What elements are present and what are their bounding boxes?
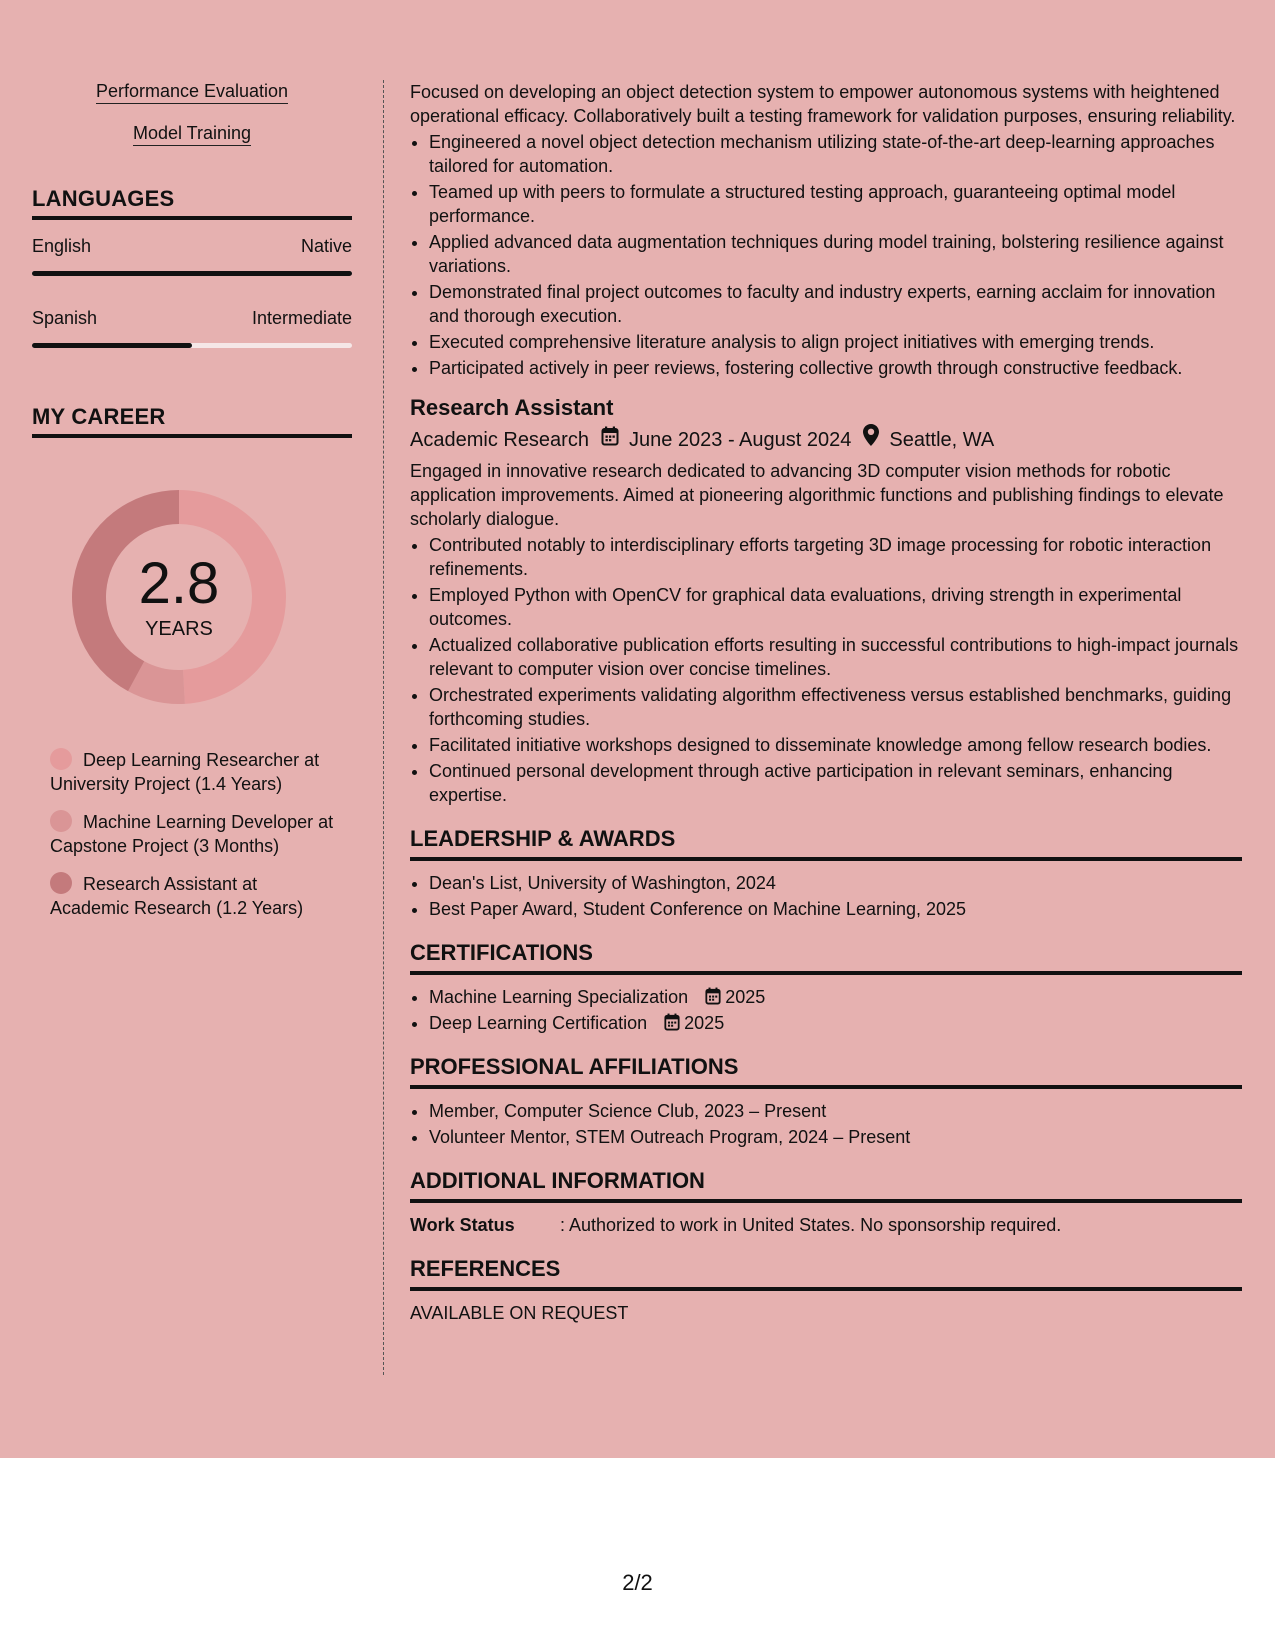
right-column bbox=[410, 80, 1242, 1325]
language-name: Spanish bbox=[32, 308, 98, 328]
skill-item bbox=[32, 122, 352, 144]
job-meta bbox=[410, 424, 1242, 455]
location-pin-icon bbox=[863, 424, 879, 455]
job-summary: Engaged in innovative research dedicated to advancing 3D computer vision methods for robotic application improvements. Aimed at pioneering algorithmic functions and publishing findings to elevate scholarly dialogue. bbox=[410, 461, 1224, 529]
career-legend bbox=[50, 748, 335, 920]
work-status-row bbox=[410, 1213, 1242, 1237]
list-item: • Facilitated initiative workshops designed to disseminate knowledge among fellow research bodies. bbox=[429, 733, 1242, 757]
list-item: • Applied advanced data augmentation techniques during model training, bolstering resilience against variations. bbox=[429, 230, 1242, 278]
career-donut-chart bbox=[64, 482, 294, 712]
job-title: Research Assistant bbox=[410, 395, 614, 420]
language-proficiency-fill bbox=[32, 343, 192, 348]
affiliations-list bbox=[410, 1099, 1242, 1149]
legend-swatch bbox=[50, 872, 72, 894]
legend-label: Research Assistant at Academic Research (1.2 Years) bbox=[50, 874, 304, 918]
language-level: Intermediate bbox=[251, 308, 352, 328]
work-status-label: Work Status bbox=[410, 1215, 515, 1235]
legend-item bbox=[50, 872, 335, 920]
certifications-heading: CERTIFICATIONS bbox=[410, 939, 1242, 975]
legend-item bbox=[50, 810, 335, 858]
skill-label: Model Training bbox=[133, 123, 251, 146]
languages-heading: LANGUAGES bbox=[32, 186, 352, 220]
additional-info-heading: ADDITIONAL INFORMATION bbox=[410, 1167, 1242, 1203]
list-item: • Member, Computer Science Club, 2023 – Present bbox=[429, 1099, 1242, 1123]
column-divider bbox=[383, 80, 384, 1375]
project-bullets bbox=[410, 130, 1242, 380]
calendar-icon bbox=[601, 425, 619, 455]
certification-item bbox=[429, 1011, 1242, 1035]
list-item: • Dean's List, University of Washington, 2024 bbox=[429, 871, 1242, 895]
career-total-unit: YEARS bbox=[145, 618, 213, 640]
project-summary: Focused on developing an object detection system to empower autonomous systems with heightened operational efficacy. Collaboratively built a testing framework for validation purposes, ensuring reliability. bbox=[410, 82, 1236, 126]
certification-item bbox=[429, 985, 1242, 1009]
language-list bbox=[32, 234, 352, 348]
language-item bbox=[32, 306, 352, 348]
skill-item bbox=[32, 80, 352, 102]
legend-label: Machine Learning Developer at Capstone Project (3 Months) bbox=[50, 812, 334, 856]
work-status-value: : Authorized to work in United States. No sponsorship required. bbox=[560, 1215, 1062, 1235]
legend-swatch bbox=[50, 810, 72, 832]
job-company: Academic Research bbox=[410, 428, 589, 451]
legend-item bbox=[50, 748, 335, 796]
language-proficiency-bar bbox=[32, 271, 352, 276]
language-proficiency-fill bbox=[32, 271, 352, 276]
certification-name: Machine Learning Specialization bbox=[429, 987, 689, 1007]
career-total-value: 2.8 bbox=[138, 551, 220, 616]
list-item: • Demonstrated final project outcomes to faculty and industry experts, earning acclaim for innovation and thorough execution. bbox=[429, 280, 1242, 328]
list-item: • Orchestrated experiments validating algorithm effectiveness versus established benchmarks, guiding forthcoming studies. bbox=[429, 683, 1242, 731]
certification-year: 2025 bbox=[725, 987, 766, 1007]
language-name: English bbox=[32, 236, 92, 256]
list-item: • Contributed notably to interdisciplinary efforts targeting 3D image processing for robotic interaction refinements. bbox=[429, 533, 1242, 581]
calendar-icon bbox=[705, 987, 725, 1007]
left-column bbox=[32, 80, 352, 934]
list-item: • Executed comprehensive literature analysis to align project initiatives with emerging trends. bbox=[429, 330, 1242, 354]
list-item: • Engineered a novel object detection mechanism utilizing state-of-the-art deep-learning approaches tailored for automation. bbox=[429, 130, 1242, 178]
language-item bbox=[32, 234, 352, 276]
job-bullets bbox=[410, 533, 1242, 807]
list-item: • Participated actively in peer reviews, fostering collective growth through constructive feedback. bbox=[429, 356, 1242, 380]
legend-label: Deep Learning Researcher at University Project (1.4 Years) bbox=[50, 750, 320, 794]
references-text: AVAILABLE ON REQUEST bbox=[410, 1303, 629, 1323]
awards-heading: LEADERSHIP & AWARDS bbox=[410, 825, 1242, 861]
page-number: 2/2 bbox=[622, 1570, 653, 1595]
job-dates: June 2023 - August 2024 bbox=[628, 428, 852, 451]
language-level: Native bbox=[300, 236, 352, 256]
list-item: • Employed Python with OpenCV for graphical data evaluations, driving strength in experimental outcomes. bbox=[429, 583, 1242, 631]
references-heading: REFERENCES bbox=[410, 1255, 1242, 1291]
list-item: • Teamed up with peers to formulate a structured testing approach, guaranteeing optimal model performance. bbox=[429, 180, 1242, 228]
certifications-list bbox=[410, 985, 1242, 1035]
calendar-icon bbox=[664, 1013, 684, 1033]
certification-year: 2025 bbox=[684, 1013, 725, 1033]
list-item: • Actualized collaborative publication efforts resulting in successful contributions to high-impact journals relevant to computer vision over concise timelines. bbox=[429, 633, 1242, 681]
legend-swatch bbox=[50, 748, 72, 770]
awards-list bbox=[410, 871, 1242, 921]
list-item: • Continued personal development through active participation in relevant seminars, enhancing expertise. bbox=[429, 759, 1242, 807]
list-item: • Best Paper Award, Student Conference on Machine Learning, 2025 bbox=[429, 897, 1242, 921]
affiliations-heading: PROFESSIONAL AFFILIATIONS bbox=[410, 1053, 1242, 1089]
list-item: • Volunteer Mentor, STEM Outreach Program, 2024 – Present bbox=[429, 1125, 1242, 1149]
skill-label: Performance Evaluation bbox=[96, 81, 288, 104]
language-proficiency-bar bbox=[32, 343, 352, 348]
job-location: Seattle, WA bbox=[889, 428, 995, 451]
career-heading: MY CAREER bbox=[32, 404, 352, 438]
certification-name: Deep Learning Certification bbox=[429, 1013, 648, 1033]
